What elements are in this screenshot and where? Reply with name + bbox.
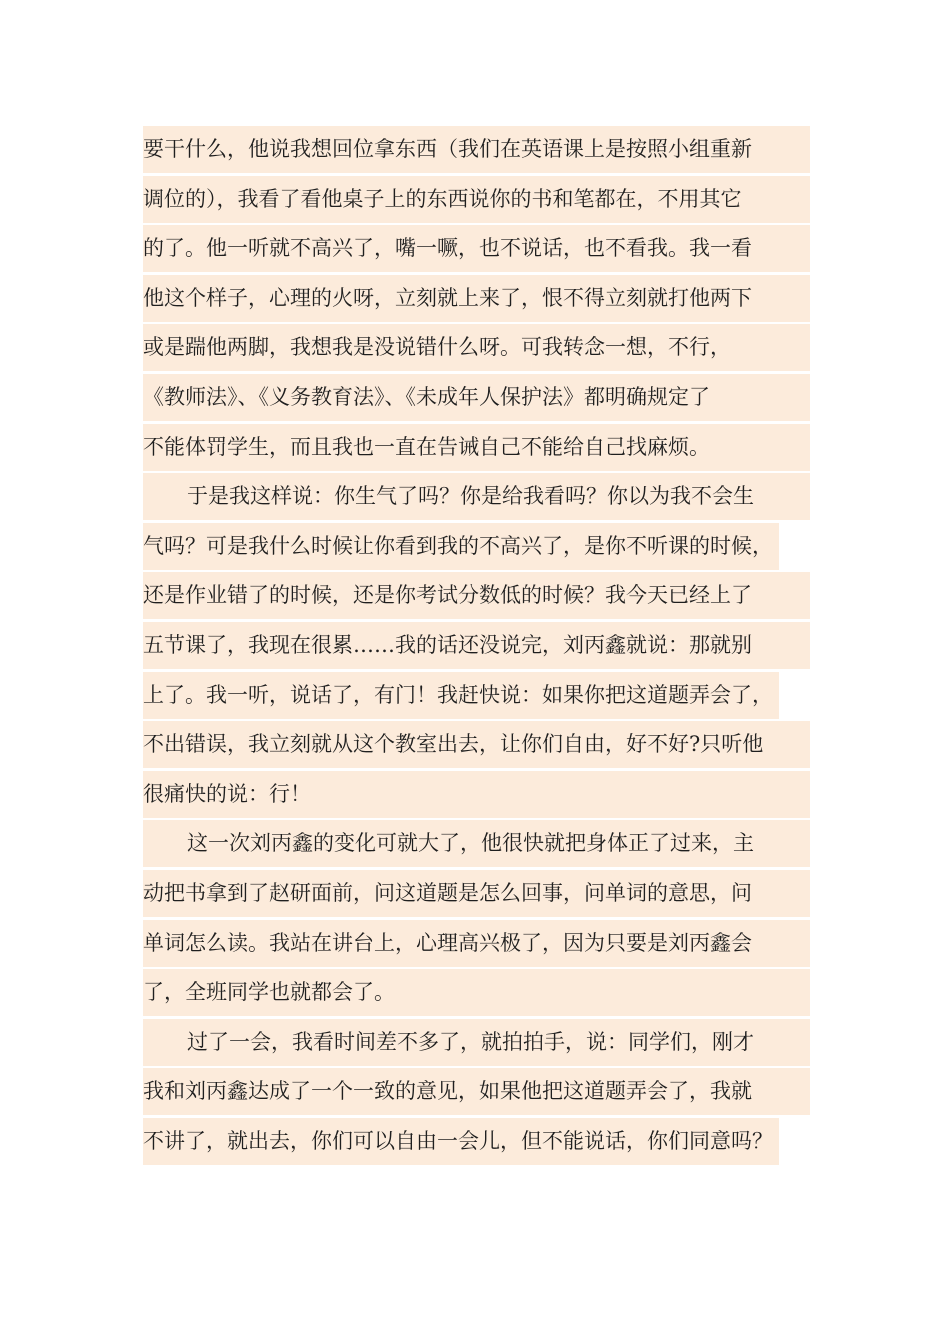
text-line bbox=[143, 1117, 808, 1167]
text-line bbox=[143, 125, 808, 175]
text-line-content: 不出错误，我立刻就从这个教室出去，让你们自由，好不好?只听他 bbox=[143, 721, 810, 768]
text-line-content: 《教师法》、《义务教育法》、《未成年人保护法》都明确规定了 bbox=[143, 374, 810, 421]
text-line bbox=[143, 373, 808, 423]
text-line-content: 单词怎么读。我站在讲台上，心理高兴极了，因为只要是刘丙鑫会 bbox=[143, 920, 810, 967]
text-line-content: 还是作业错了的时候，还是你考试分数低的时候？我今天已经上了 bbox=[143, 572, 810, 619]
text-line-content: 调位的），我看了看他桌子上的东西说你的书和笔都在，不用其它 bbox=[143, 176, 810, 223]
text-line bbox=[143, 1067, 808, 1117]
text-line-content: 动把书拿到了赵研面前，问这道题是怎么回事，问单词的意思，问 bbox=[143, 870, 810, 917]
text-line-content: 上了。我一听，说话了，有门！我赶快说：如果你把这道题弄会了， bbox=[143, 672, 779, 719]
text-line bbox=[143, 819, 808, 869]
text-line bbox=[143, 224, 808, 274]
text-line bbox=[143, 671, 808, 721]
document-body bbox=[143, 125, 808, 1166]
text-line-content: 他这个样子，心理的火呀，立刻就上来了，恨不得立刻就打他两下 bbox=[143, 275, 810, 322]
text-line-content: 的了。他一听就不高兴了，嘴一噘，也不说话，也不看我。我一看 bbox=[143, 225, 810, 272]
text-line-content: 过了一会，我看时间差不多了，就拍拍手，说：同学们，刚才 bbox=[143, 1019, 810, 1066]
text-line bbox=[143, 720, 808, 770]
text-line-content: 或是踹他两脚，我想我是没说错什么呀。可我转念一想，不行， bbox=[143, 324, 810, 371]
text-line-content: 很痛快的说：行！ bbox=[143, 771, 810, 818]
text-line bbox=[143, 1018, 808, 1068]
text-line bbox=[143, 274, 808, 324]
text-line-content: 五节课了，我现在很累……我的话还没说完，刘丙鑫就说：那就别 bbox=[143, 622, 810, 669]
text-line-content: 不能体罚学生，而且我也一直在告诫自己不能给自己找麻烦。 bbox=[143, 424, 810, 471]
text-line bbox=[143, 571, 808, 621]
text-line bbox=[143, 968, 808, 1018]
text-line bbox=[143, 621, 808, 671]
text-line bbox=[143, 919, 808, 969]
text-line-content: 这一次刘丙鑫的变化可就大了，他很快就把身体正了过来，主 bbox=[143, 820, 810, 867]
text-line-content: 不讲了，就出去，你们可以自由一会儿，但不能说话，你们同意吗？ bbox=[143, 1118, 779, 1165]
text-line bbox=[143, 522, 808, 572]
text-line bbox=[143, 869, 808, 919]
text-line bbox=[143, 770, 808, 820]
text-line bbox=[143, 472, 808, 522]
text-line-content: 于是我这样说：你生气了吗？你是给我看吗？你以为我不会生 bbox=[143, 473, 810, 520]
text-line-content: 了，全班同学也就都会了。 bbox=[143, 969, 810, 1016]
text-line bbox=[143, 423, 808, 473]
text-line-content: 要干什么，他说我想回位拿东西（我们在英语课上是按照小组重新 bbox=[143, 126, 810, 173]
text-line-content: 我和刘丙鑫达成了一个一致的意见，如果他把这道题弄会了，我就 bbox=[143, 1068, 810, 1115]
text-line bbox=[143, 175, 808, 225]
text-line bbox=[143, 323, 808, 373]
text-line-content: 气吗？可是我什么时候让你看到我的不高兴了，是你不听课的时候， bbox=[143, 523, 779, 570]
